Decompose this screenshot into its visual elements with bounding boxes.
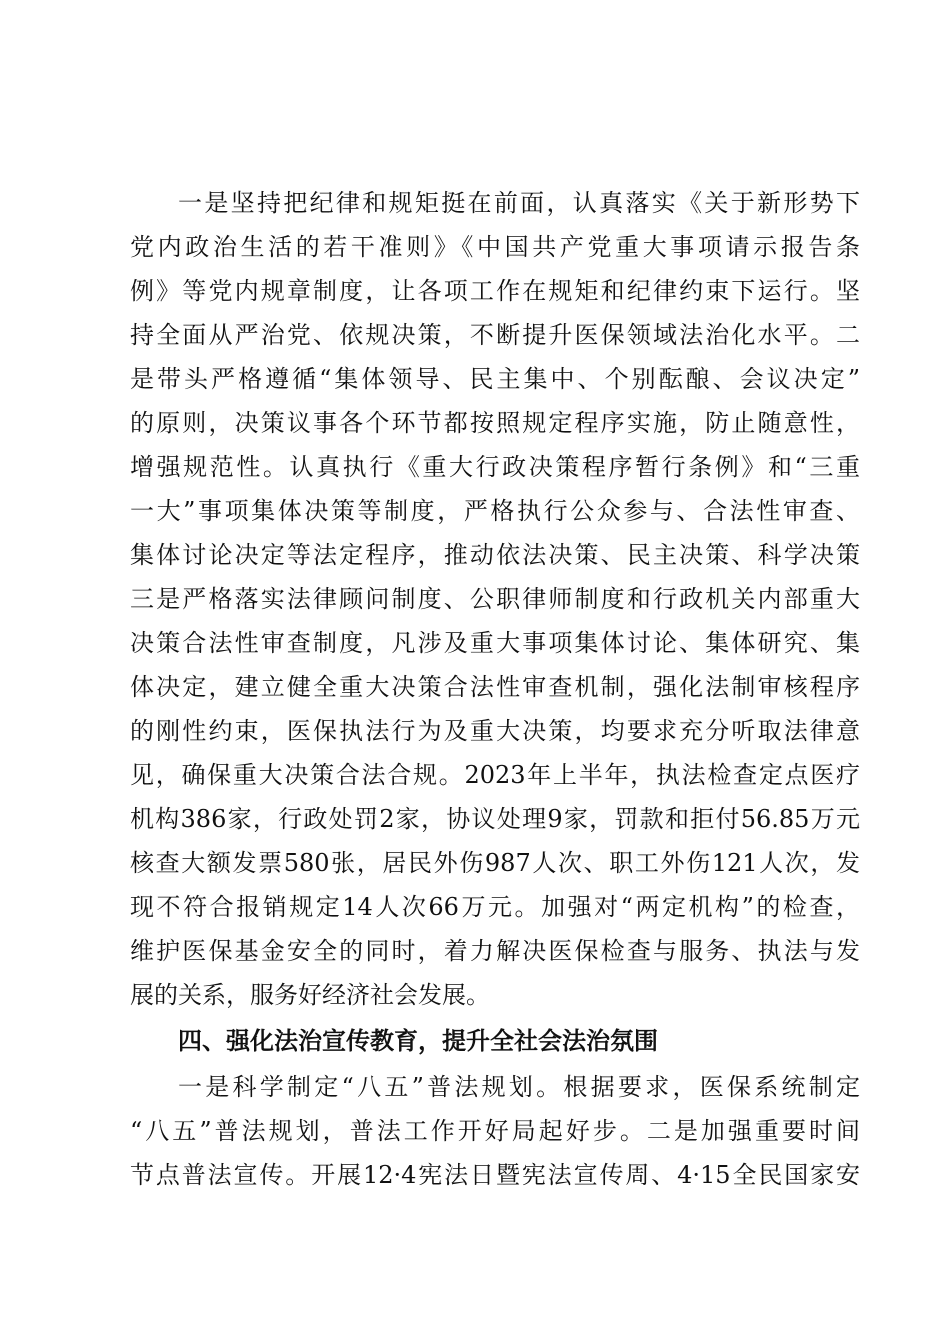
paragraph-1-line-10: 三是严格落实法律顾问制度、公职律师制度和行政机关内部重大 [130, 585, 860, 613]
paragraph-1-line-18: 维护医保基金安全的同时，着力解决医保检查与服务、执法与发 [130, 937, 860, 965]
paragraph-1-line-6: 的原则，决策议事各个环节都按照规定程序实施，防止随意性， [130, 409, 860, 437]
paragraph-1-line-5: 是带头严格遵循“集体领导、民主集中、个别酝酿、会议决定” [130, 365, 860, 393]
section-heading-4: 四、强化法治宣传教育，提升全社会法治氛围 [178, 1027, 658, 1055]
paragraph-1-line-12: 体决定，建立健全重大决策合法性审查机制，强化法制审核程序 [130, 673, 860, 701]
paragraph-1-line-13: 的刚性约束，医保执法行为及重大决策，均要求充分听取法律意 [130, 717, 860, 745]
paragraph-1-line-16: 核查大额发票580张，居民外伤987人次、职工外伤121人次，发 [130, 849, 860, 877]
paragraph-1-line-3: 例》等党内规章制度，让各项工作在规矩和纪律约束下运行。坚 [130, 277, 860, 305]
paragraph-1-line-11: 决策合法性审查制度，凡涉及重大事项集体讨论、集体研究、集 [130, 629, 860, 657]
paragraph-1-line-9: 集体讨论决定等法定程序，推动依法决策、民主决策、科学决策 [130, 541, 860, 569]
paragraph-1-line-4: 持全面从严治党、依规决策，不断提升医保领域法治化水平。二 [130, 321, 860, 349]
paragraph-1-line-1: 一是坚持把纪律和规矩挺在前面，认真落实《关于新形势下 [178, 189, 860, 217]
paragraph-1-line-8: 一大”事项集体决策等制度，严格执行公众参与、合法性审查、 [130, 497, 860, 525]
paragraph-2-line-3: 节点普法宣传。开展12·4宪法日暨宪法宣传周、4·15全民国家安 [130, 1161, 860, 1189]
paragraph-1-line-7: 增强规范性。认真执行《重大行政决策程序暂行条例》和“三重 [130, 453, 860, 481]
paragraph-1-line-15: 机构386家，行政处罚2家，协议处理9家，罚款和拒付56.85万元 [130, 805, 860, 833]
paragraph-2-line-2: “八五”普法规划，普法工作开好局起好步。二是加强重要时间 [130, 1117, 860, 1145]
paragraph-1-line-17: 现不符合报销规定14人次66万元。加强对“两定机构”的检查， [130, 893, 860, 921]
paragraph-1-line-2: 党内政治生活的若干准则》《中国共产党重大事项请示报告条 [130, 233, 860, 261]
paragraph-1-line-14: 见，确保重大决策合法合规。2023年上半年，执法检查定点医疗 [130, 761, 860, 789]
paragraph-1-line-19: 展的关系，服务好经济社会发展。 [130, 981, 490, 1009]
paragraph-2-line-1: 一是科学制定“八五”普法规划。根据要求，医保系统制定 [178, 1073, 860, 1101]
